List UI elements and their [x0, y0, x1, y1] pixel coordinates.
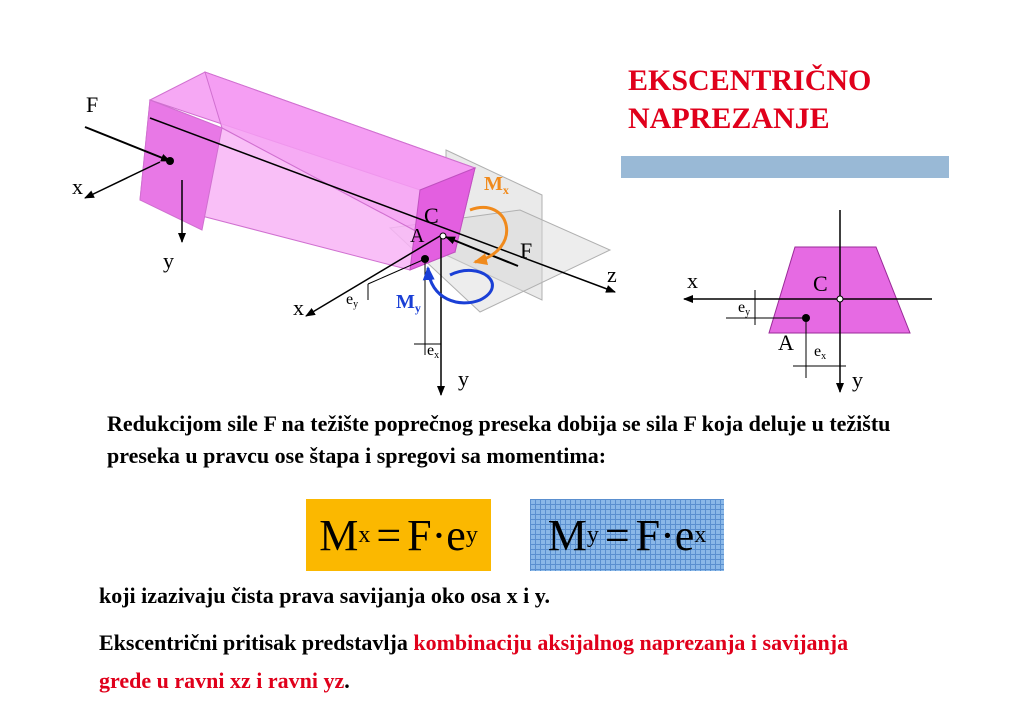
label-y-bottom: y: [458, 366, 469, 391]
section-point-a: [802, 314, 810, 322]
label-x-bottom: x: [293, 295, 304, 320]
reduction-paragraph: Redukcijom sile F na težište poprečnog preseka dobija se sila F koja deluje u težištu preseka u pravcu ose štapa i spregovi sa momentima:: [107, 411, 891, 468]
section-point-c: [837, 296, 843, 302]
label-y-top: y: [163, 248, 174, 273]
label-force-in: F: [86, 92, 99, 117]
label-z: z: [607, 262, 617, 287]
label-ex-3d: ex: [427, 342, 440, 361]
bending-sentence: koji izazivaju čista prava savijanja oko osa x i y.: [99, 583, 551, 608]
title-line-1: EKSCENTRIČNO: [628, 64, 872, 97]
label-ey-3d: ey: [346, 291, 359, 310]
section-label-y: y: [852, 367, 863, 392]
formula-my: M y = F · e x: [530, 499, 724, 571]
label-mx: $M_x$: [484, 173, 509, 197]
sentence-highlight: kombinaciju aksijalnog naprezanja i savijanja grede u ravni xz i ravni yz: [99, 630, 849, 693]
section-label-ey: ey: [738, 299, 751, 318]
sentence-start: Ekscentrični pritisak predstavlja: [99, 630, 414, 655]
label-a-3d: A: [410, 225, 425, 247]
point-force-start: [166, 157, 174, 165]
eccentric-compression-sentence: [99, 624, 879, 700]
section-label-a: A: [778, 330, 794, 355]
label-my: $M_y$: [396, 291, 421, 315]
section-label-c: C: [813, 271, 828, 296]
label-c-3d: C: [424, 203, 439, 228]
section-label-ex: ex: [814, 343, 827, 362]
point-c: [440, 233, 446, 239]
label-x-top: x: [72, 174, 83, 199]
sentence-end: .: [344, 668, 350, 693]
label-force-out: F: [520, 238, 533, 263]
formula-mx: M x = F · e y: [306, 499, 491, 571]
title-line-2: NAPREZANJE: [628, 102, 830, 135]
section-label-x: x: [687, 268, 698, 293]
beam-3d-diagram: [72, 72, 617, 395]
point-a: [421, 255, 429, 263]
cross-section-diagram: [684, 210, 932, 392]
